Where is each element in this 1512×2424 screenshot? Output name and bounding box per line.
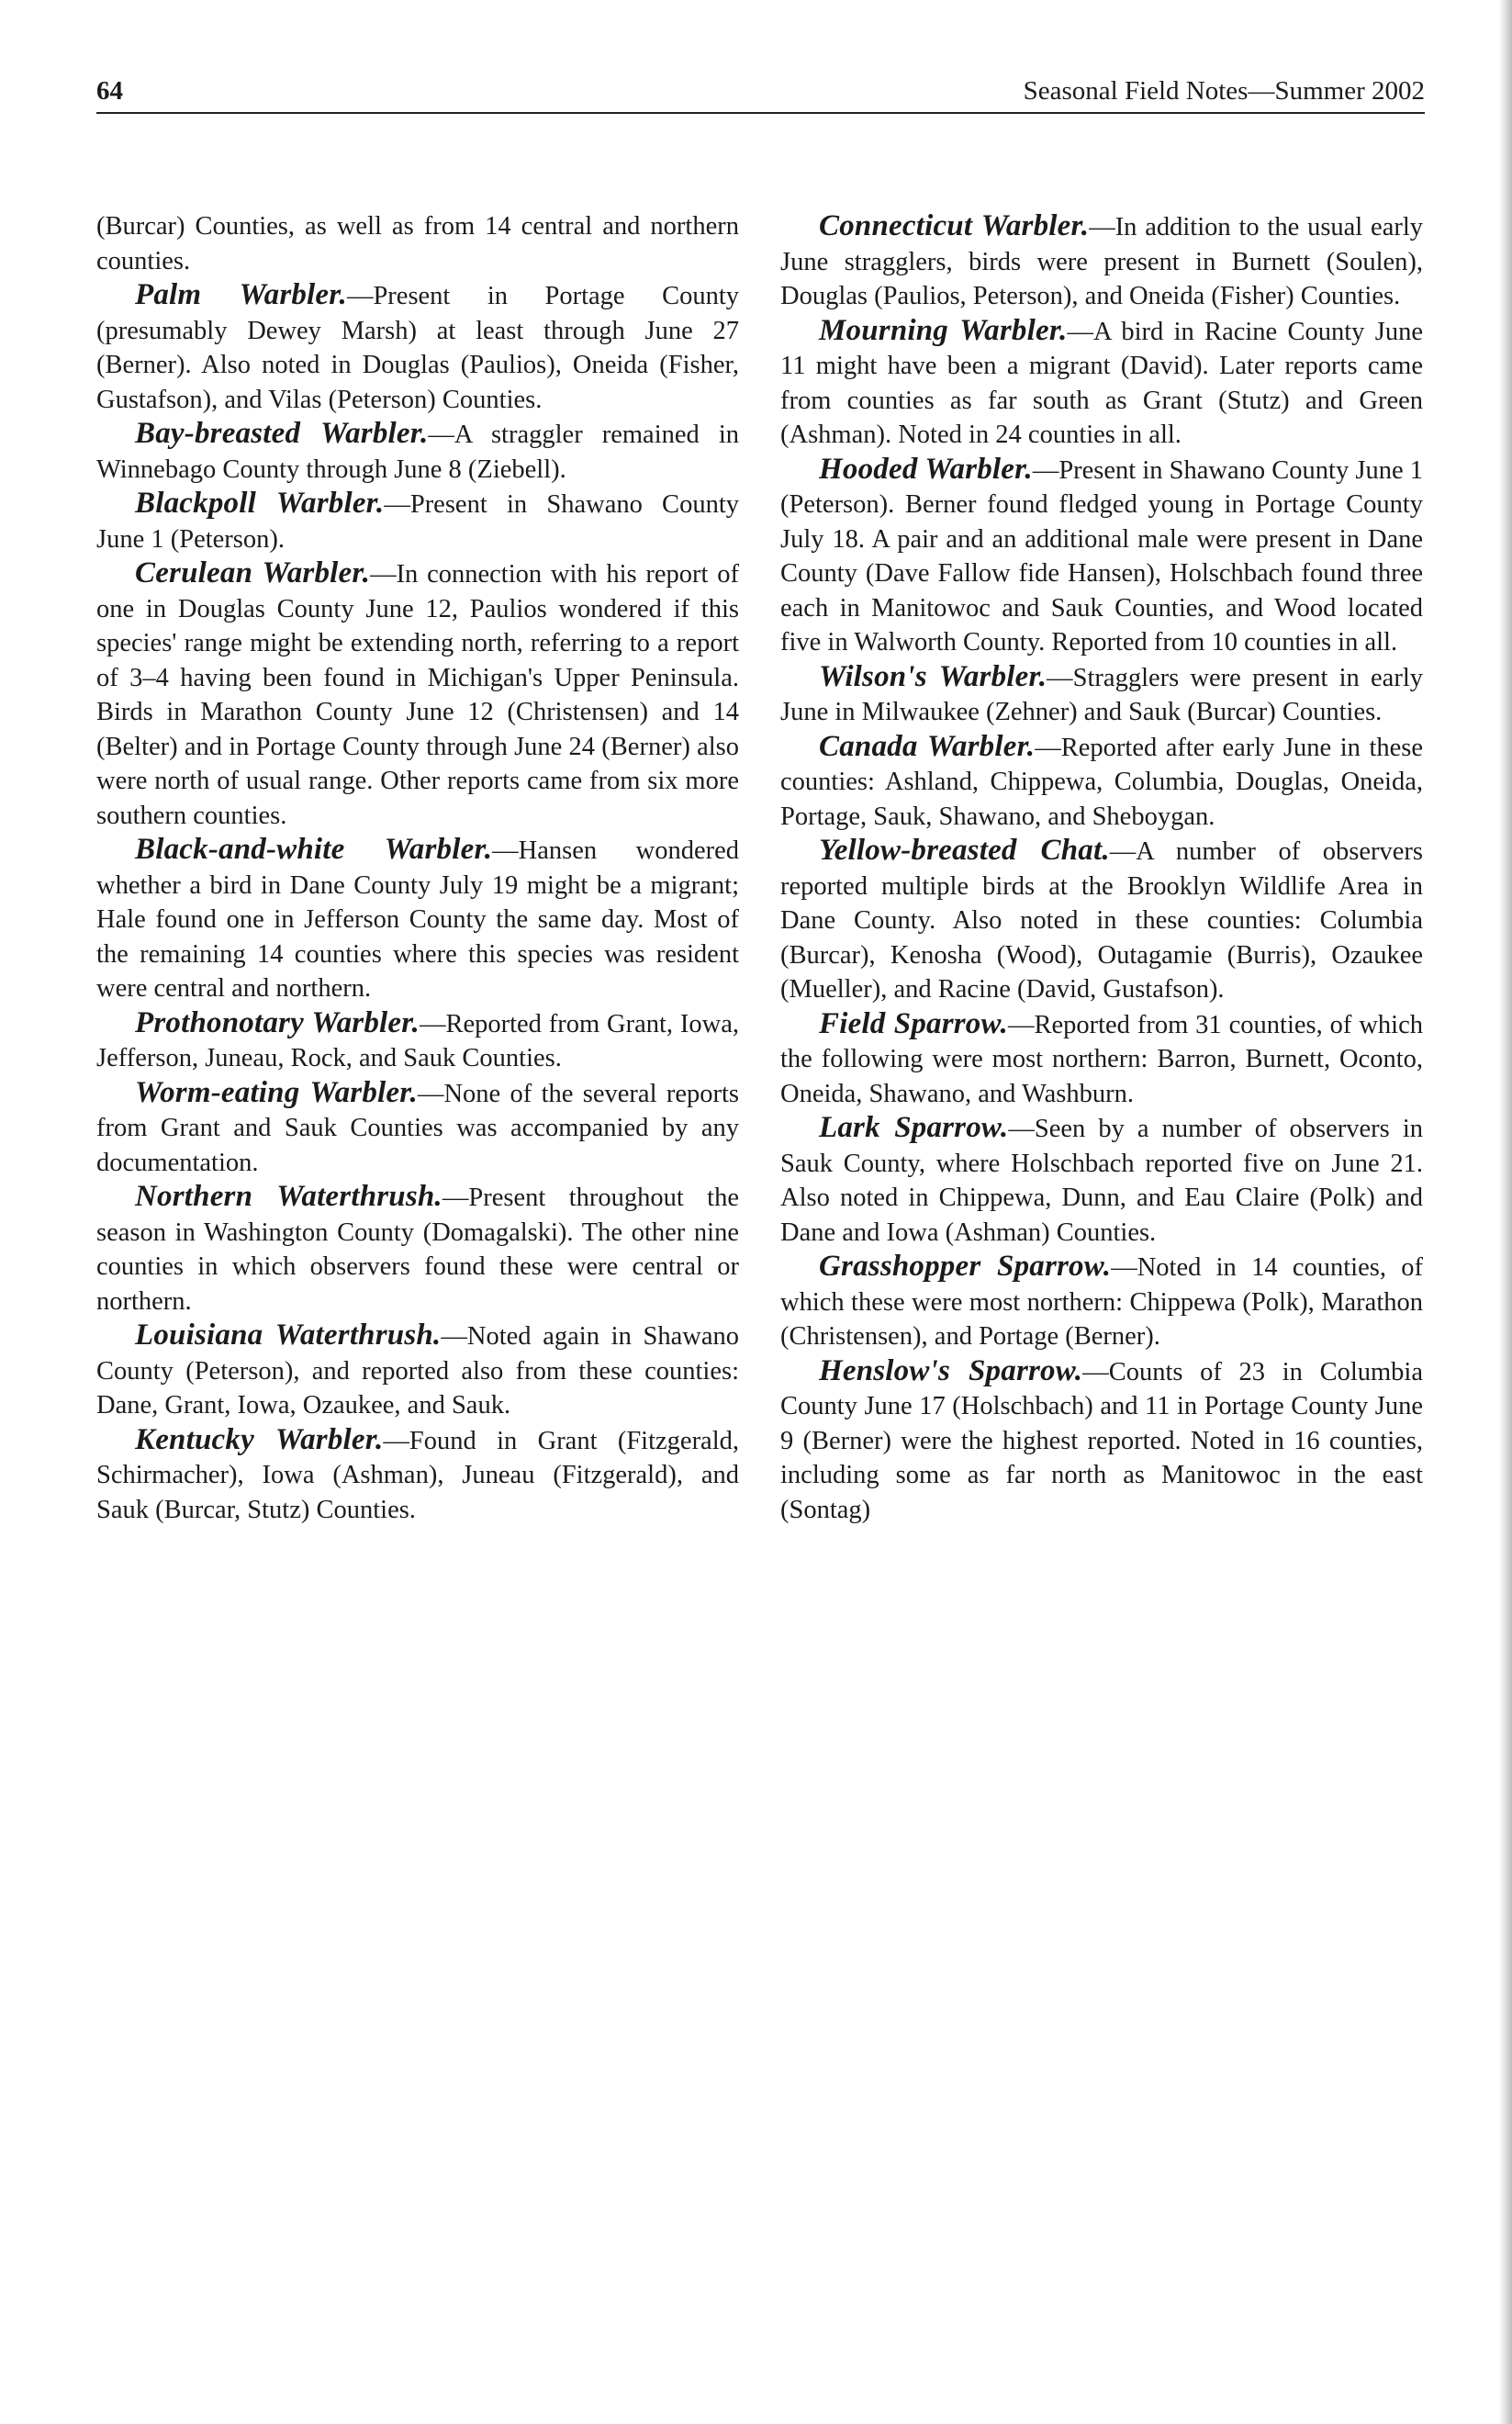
species-name: Louisiana Waterthrush.	[135, 1319, 442, 1352]
species-name: Canada Warbler.	[819, 729, 1036, 763]
species-text: —Present throughout the season in Washington County (Domagalski). The other nine counties in which observers found these were central or northern.	[96, 1184, 739, 1316]
species-entry	[96, 1180, 739, 1319]
species-text: —Reported from Grant, Iowa, Jefferson, Juneau, Rock, and Sauk Counties.	[96, 1009, 739, 1072]
species-name: Kentucky Warbler.	[135, 1422, 384, 1456]
species-entry	[780, 209, 1423, 314]
species-name: Black-and-white Warbler.	[135, 833, 493, 866]
species-text: —Reported from 31 counties, of which the following were most northern: Barron, Burnett, Oconto, Oneida, Shawano, and Washburn.	[780, 1010, 1423, 1108]
species-entry	[780, 1111, 1423, 1250]
species-text: —In addition to the usual early June stragglers, birds were present in Burnett (Soulen), Douglas (Paulios, Peterson), and Oneida (Fisher) Counties.	[780, 213, 1423, 310]
species-entry	[96, 1006, 739, 1076]
species-text: —Seen by a number of observers in Sauk County, where Holschbach reported five on June 21. Also noted in Chippewa, Dunn, and Eau Claire (Polk) and Dane and Iowa (Ashman) Counties.	[780, 1115, 1423, 1247]
left-column	[96, 209, 739, 1527]
species-name: Hooded Warbler.	[819, 452, 1033, 486]
species-text: —A straggler remained in Winnebago County through June 8 (Ziebell).	[96, 421, 739, 484]
page-number: 64	[96, 76, 123, 106]
species-entry	[780, 453, 1423, 660]
species-text: —Noted in 14 counties, of which these were most northern: Chippewa (Polk), Marathon (Christensen), and Portage (Berner).	[780, 1253, 1423, 1351]
page-edge-shadow	[1499, 0, 1512, 2424]
species-text: —Present in Shawano County June 1 (Peterson).	[96, 490, 739, 554]
species-name: Field Sparrow.	[819, 1006, 1008, 1040]
species-name: Bay-breasted Warbler.	[135, 417, 429, 450]
species-entry	[780, 314, 1423, 453]
species-entry	[96, 278, 739, 417]
species-name: Palm Warbler.	[135, 278, 347, 311]
species-entry	[96, 417, 739, 487]
species-name: Wilson's Warbler.	[819, 659, 1047, 693]
species-name: Prothonotary Warbler.	[135, 1005, 420, 1039]
species-text: —None of the several reports from Grant and Sauk Counties was accompanied by any documentation.	[96, 1079, 739, 1177]
right-column	[780, 209, 1423, 1527]
species-name: Connecticut Warbler.	[819, 209, 1090, 242]
species-text: —Hansen wondered whether a bird in Dane County July 19 might be a migrant; Hale found one in Jefferson County the same day. Most of the remaining 14 counties where this species was resident were central and northern.	[96, 836, 739, 1003]
species-name: Worm-eating Warbler.	[135, 1075, 418, 1109]
species-entry	[96, 833, 739, 1006]
species-name: Henslow's Sparrow.	[819, 1353, 1083, 1387]
species-name: Blackpoll Warbler.	[135, 487, 385, 520]
species-entry	[96, 1319, 739, 1423]
species-entry	[96, 1423, 739, 1528]
species-entry	[780, 730, 1423, 835]
species-text: —A number of observers reported multiple birds at the Brooklyn Wildlife Area in Dane County. Also noted in these counties: Columbia (Burcar), Kenosha (Wood), Outagamie (Burris), Ozaukee (Mueller), and Racine (David, Gustafson).	[780, 837, 1423, 1004]
species-name: Northern Waterthrush.	[135, 1180, 442, 1213]
species-entry	[780, 834, 1423, 1007]
running-title: Seasonal Field Notes—Summer 2002	[1023, 76, 1425, 106]
species-entry	[780, 660, 1423, 730]
species-text: —Stragglers were present in early June in Milwaukee (Zehner) and Sauk (Burcar) Counties.	[780, 663, 1423, 726]
species-text: —Noted again in Shawano County (Peterson), and reported also from these counties: Dane, Grant, Iowa, Ozaukee, and Sauk.	[96, 1322, 739, 1420]
species-entry	[96, 556, 739, 833]
species-text: —Present in Portage County (presumably Dewey Marsh) at least through June 27 (Berner). Also noted in Douglas (Paulios), Oneida (Fisher, Gustafson), and Vilas (Peterson) Counties.	[96, 282, 739, 414]
species-entry	[780, 1250, 1423, 1354]
species-name: Lark Sparrow.	[819, 1111, 1009, 1144]
species-text: —Reported after early June in these counties: Ashland, Chippewa, Columbia, Douglas, Oneida, Portage, Sauk, Shawano, and Sheboygan.	[780, 733, 1423, 831]
species-name: Yellow-breasted Chat.	[819, 834, 1110, 867]
continuation-paragraph: (Burcar) Counties, as well as from 14 central and northern counties.	[96, 212, 739, 275]
species-text: —In connection with his report of one in Douglas County June 12, Paulios wondered if this species' range might be extending north, referring to a report of 3–4 having been found in Michigan's Upper Peninsula. Birds in Marathon County June 12 (Christensen) and 14 (Belter) and in Portage County through June 24 (Berner) also were north of usual range. Other reports came from six more southern counties.	[96, 560, 739, 830]
species-text: —Present in Shawano County June 1 (Peterson). Berner found fledged young in Portage County July 18. A pair and an additional male were present in Dane County (Dave Fallow fide Hansen), Holschbach found three each in Manitowoc and Sauk Counties, and Wood located five in Walworth County. Reported from 10 counties in all.	[780, 455, 1423, 656]
species-entry	[96, 1076, 739, 1181]
species-entry	[96, 487, 739, 556]
running-header	[96, 66, 1425, 114]
species-text: —A bird in Racine County June 11 might have been a migrant (David). Later reports came from counties as far south as Grant (Stutz) and Green (Ashman). Noted in 24 counties in all.	[780, 317, 1423, 449]
species-name: Grasshopper Sparrow.	[819, 1250, 1112, 1283]
species-name: Mourning Warbler.	[819, 313, 1068, 347]
species-entry	[780, 1354, 1423, 1528]
species-name: Cerulean Warbler.	[135, 556, 371, 589]
species-text: —Found in Grant (Fitzgerald, Schirmacher), Iowa (Ashman), Juneau (Fitzgerald), and Sauk (Burcar, Stutz) Counties.	[96, 1426, 739, 1524]
species-entry	[780, 1007, 1423, 1112]
species-text: —Counts of 23 in Columbia County June 17 (Holschbach) and 11 in Portage County June 9 (Berner) were the highest reported. Noted in 16 counties, including some as far north as Manitowoc in the east (Sontag)	[780, 1357, 1424, 1524]
